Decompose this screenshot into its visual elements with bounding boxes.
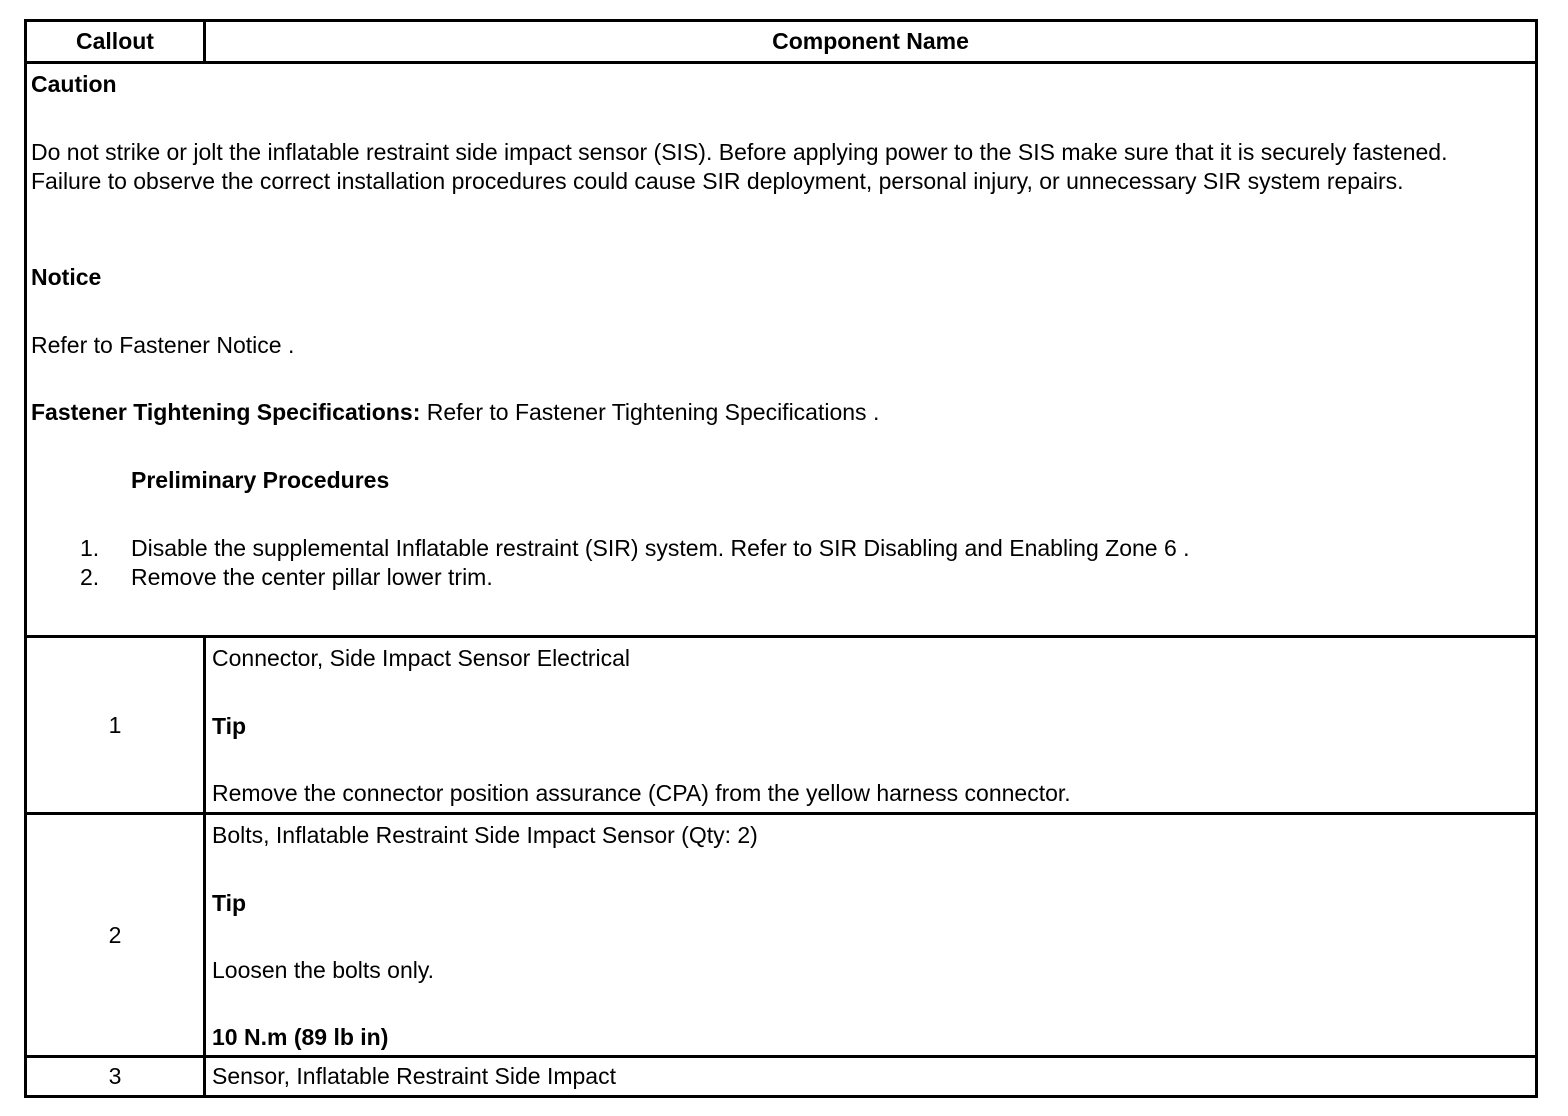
component-name: Sensor, Inflatable Restraint Side Impact	[212, 1063, 616, 1089]
step-number: 1.	[80, 535, 100, 561]
step-number: 2.	[80, 564, 100, 590]
caution-text: Do not strike or jolt the inflatable restraint side impact sensor (SIS). Before applying power to the SIS make sure that it is securely fastened. Failure to observe the correct installation procedures could cause SIR deployment, personal injury, or unnecessary SIR system repairs.	[31, 139, 1448, 194]
callout-header: Callout	[27, 22, 206, 61]
component-cell	[206, 815, 1535, 1055]
step-text: Disable the supplemental Inflatable restraint (SIR) system. Refer to SIR Disabling and Enabling Zone 6 .	[131, 535, 1190, 561]
component-cell	[206, 638, 1535, 812]
tip-title: Tip	[212, 713, 247, 739]
fastener-spec	[31, 398, 879, 427]
tip-text: Loosen the bolts only.	[212, 957, 435, 983]
fastener-spec-label: Fastener Tightening Specifications:	[31, 399, 421, 425]
fastener-spec-text: Refer to Fastener Tightening Specifications .	[420, 399, 880, 425]
callout-number: 1	[27, 638, 206, 812]
preliminary-procedures-title: Preliminary Procedures	[131, 467, 390, 493]
component-cell	[206, 1058, 1535, 1095]
notice-text: Refer to Fastener Notice .	[31, 332, 295, 358]
notice-title: Notice	[31, 264, 102, 290]
component-name: Connector, Side Impact Sensor Electrical	[212, 645, 631, 671]
tip-title: Tip	[212, 890, 247, 916]
callout-number: 2	[27, 815, 206, 1055]
component-name-header: Component Name	[772, 28, 969, 54]
torque-spec: 10 N.m (89 lb in)	[212, 1024, 389, 1050]
table-row	[27, 1058, 1535, 1095]
callout-number: 3	[27, 1058, 206, 1095]
tip-text: Remove the connector position assurance (CPA) from the yellow harness connector.	[212, 780, 1071, 806]
intro-section	[27, 64, 1535, 638]
step-text: Remove the center pillar lower trim.	[131, 564, 493, 590]
table-row	[27, 638, 1535, 815]
caution-title: Caution	[31, 71, 117, 97]
component-name: Bolts, Inflatable Restraint Side Impact Sensor (Qty: 2)	[212, 822, 758, 848]
component-table	[24, 19, 1538, 1098]
table-row	[27, 815, 1535, 1058]
table-header	[27, 22, 1535, 64]
